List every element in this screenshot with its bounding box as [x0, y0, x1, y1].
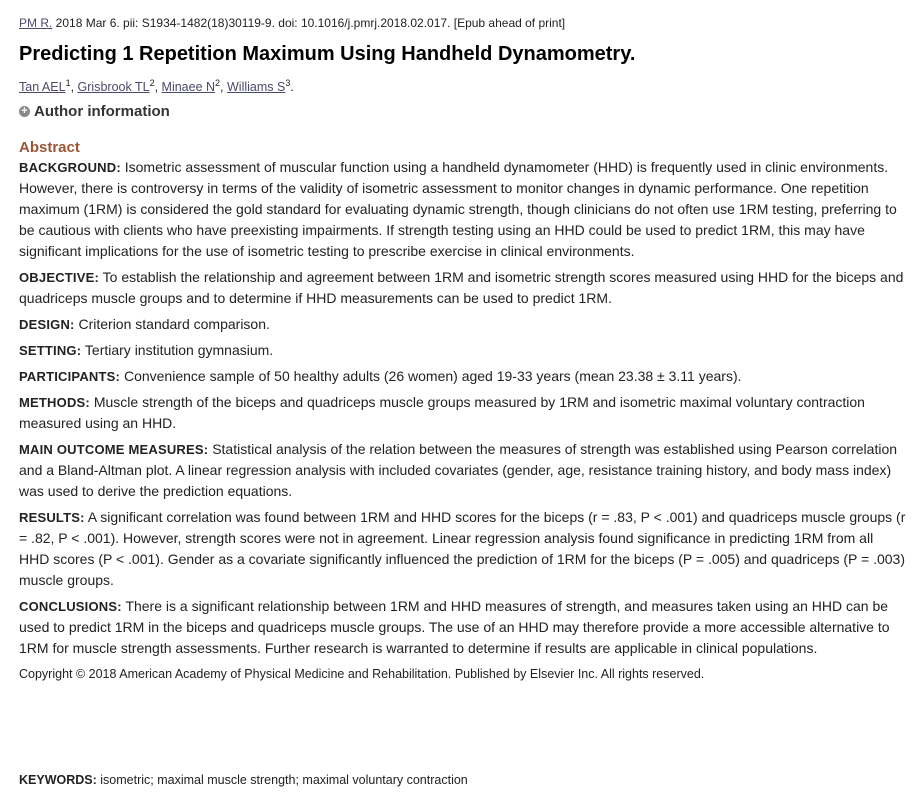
abstract-main-outcome-measures [19, 439, 907, 502]
section-text: There is a significant relationship between 1RM and HHD measures of strength, and measures taken using an HHD can be used to predict 1RM in the biceps and quadriceps muscle groups. The use of an HHD may therefore provide a more accessible alternative to 1RM for muscle strength assessments. Further research is warranted to determine if results are applicable in clinical populations. [19, 598, 890, 656]
section-text: Muscle strength of the biceps and quadriceps muscle groups measured by 1RM and isometric maximal voluntary contraction measured using an HHD. [19, 394, 865, 431]
section-label: MAIN OUTCOME MEASURES: [19, 442, 209, 457]
author-link[interactable]: Grisbrook TL [77, 80, 150, 95]
journal-link[interactable]: PM R. [19, 16, 53, 30]
abstract-section [19, 139, 907, 684]
citation-details: 2018 Mar 6. pii: S1934-1482(18)30119-9. doi: 10.1016/j.pmrj.2018.02.017. [Epub ahead of print] [52, 16, 566, 30]
author-link[interactable]: Williams S [227, 80, 286, 95]
section-text: Tertiary institution gymnasium. [84, 342, 274, 358]
plus-icon[interactable]: + [19, 106, 30, 117]
section-text: Statistical analysis of the relation between the measures of strength was established using Pearson correlation and a Bland-Altman plot. A linear regression analysis with included covariates (gender, age, resistance training history, and body mass index) was used to derive the prediction equations. [19, 441, 898, 499]
author-affiliation: 2 [215, 78, 221, 88]
abstract-background [19, 157, 907, 262]
abstract-results [19, 507, 907, 591]
section-label: BACKGROUND: [19, 160, 121, 175]
section-label: DESIGN: [19, 317, 75, 332]
author-link[interactable]: Tan AEL [19, 80, 66, 95]
section-text: Convenience sample of 50 healthy adults (26 women) aged 19-33 years (mean 23.38 ± 3.11 years). [123, 368, 742, 384]
author-affiliation: 3 [285, 78, 291, 88]
author-affiliation: 2 [149, 78, 155, 88]
abstract-design [19, 314, 907, 335]
section-text: To establish the relationship and agreement between 1RM and isometric strength scores measured using HHD for the biceps and quadriceps muscle groups and to determine if HHD measurements can be used to predict 1RM. [19, 269, 904, 306]
section-text: Isometric assessment of muscular function using a handheld dynamometer (HHD) is frequently used in clinic environments. However, there is controversy in terms of the validity of isometric assessment to monitor changes in dynamic performance. One repetition maximum (1RM) is considered the gold standard for evaluating dynamic strength, though clinicians do not often use 1RM testing, preferring to be cautious with clients who have preexisting impairments. If strength testing using an HHD could be used to predict 1RM, this may have significant implications for the use of isometric testing to prescribe exercise in clinical environments. [19, 159, 897, 259]
copyright-notice: Copyright © 2018 American Academy of Physical Medicine and Rehabilitation. Published by Elsevier Inc. All rights reserved. [19, 667, 705, 681]
section-label: CONCLUSIONS: [19, 599, 122, 614]
article-title: Predicting 1 Repetition Maximum Using Handheld Dynamometry. [19, 43, 636, 65]
section-label: SETTING: [19, 343, 82, 358]
abstract-methods [19, 392, 907, 434]
section-label: OBJECTIVE: [19, 270, 100, 285]
author-information-label: Author information [34, 103, 170, 120]
section-label: METHODS: [19, 395, 90, 410]
keywords-text: isometric; maximal muscle strength; maximal voluntary contraction [100, 773, 468, 787]
abstract-conclusions [19, 596, 907, 659]
abstract-objective [19, 267, 907, 309]
section-text: Criterion standard comparison. [78, 316, 270, 332]
section-label: RESULTS: [19, 510, 85, 525]
keywords-label: KEYWORDS: [19, 773, 97, 787]
section-text: A significant correlation was found between 1RM and HHD scores for the biceps (r = .83, P < .001) and quadriceps muscle groups (r = .82, P < .001). However, strength scores were not in agreement. Linear regression analysis found significance in predicting 1RM from all HHD scores (P < .001). Gender as a covariate significantly influenced the prediction of 1RM for the biceps (P = .005) and quadriceps (P = .003) muscle groups. [19, 509, 906, 588]
citation-line [19, 16, 565, 30]
author-affiliation: 1 [65, 78, 71, 88]
abstract-participants [19, 366, 907, 387]
author-information-toggle[interactable] [19, 103, 170, 120]
abstract-setting [19, 340, 907, 361]
author-list: Tan AEL$^1$, Grisbrook $TL^2$, Minaee $N^2$, Williams $S^3$. [19, 78, 294, 95]
abstract-heading: Abstract [19, 139, 80, 156]
keywords-line [19, 773, 468, 787]
author-link[interactable]: Minaee N [161, 80, 216, 95]
section-label: PARTICIPANTS: [19, 369, 121, 384]
